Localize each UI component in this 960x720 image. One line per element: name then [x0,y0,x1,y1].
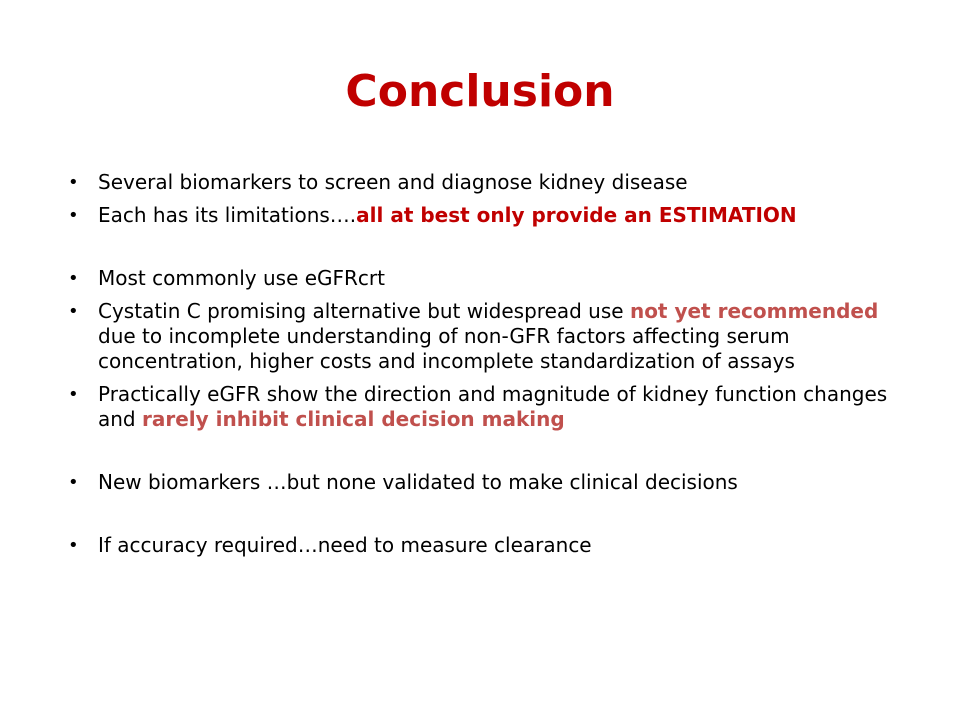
bullet-text: Several biomarkers to screen and diagnose kidney disease [98,170,688,194]
bullet-item [60,533,910,558]
bullet-item [60,170,910,195]
bullet-item [60,203,910,228]
bullet-item [60,299,910,374]
bullet-dot-icon: • [68,472,79,493]
bullet-item [60,266,910,291]
bullet-text: New biomarkers …but none validated to make clinical decisions [98,470,738,494]
bullet-item [60,382,910,432]
bullet-text: Cystatin C promising alternative but widespread use [98,299,630,323]
bullet-highlight: rarely inhibit clinical decision making [141,407,565,431]
bullet-text: Each has its limitations…. [98,203,357,227]
slide-title: Conclusion [345,66,615,117]
bullet-item [60,470,910,495]
bullet-dot-icon: • [68,205,79,226]
bullet-dot-icon: • [68,172,79,193]
bullet-highlight: not yet recommended [629,299,879,323]
bullet-dot-icon: • [68,384,79,405]
bullet-dot-icon: • [68,535,79,556]
bullet-text: Practically eGFR show the direction and magnitude of kidney function changes and [98,382,888,431]
bullet-list [60,170,910,566]
bullet-dot-icon: • [68,268,79,289]
bullet-text: Most commonly use eGFRcrt [98,266,385,290]
bullet-text: If accuracy required…need to measure clearance [98,533,592,557]
bullet-text-tail: due to incomplete understanding of non-GFR factors affecting serum concentration, higher costs and incomplete standardization of assays [98,324,795,373]
bullet-dot-icon: • [68,301,79,322]
bullet-highlight: all at best only provide an ESTIMATION [356,203,797,227]
